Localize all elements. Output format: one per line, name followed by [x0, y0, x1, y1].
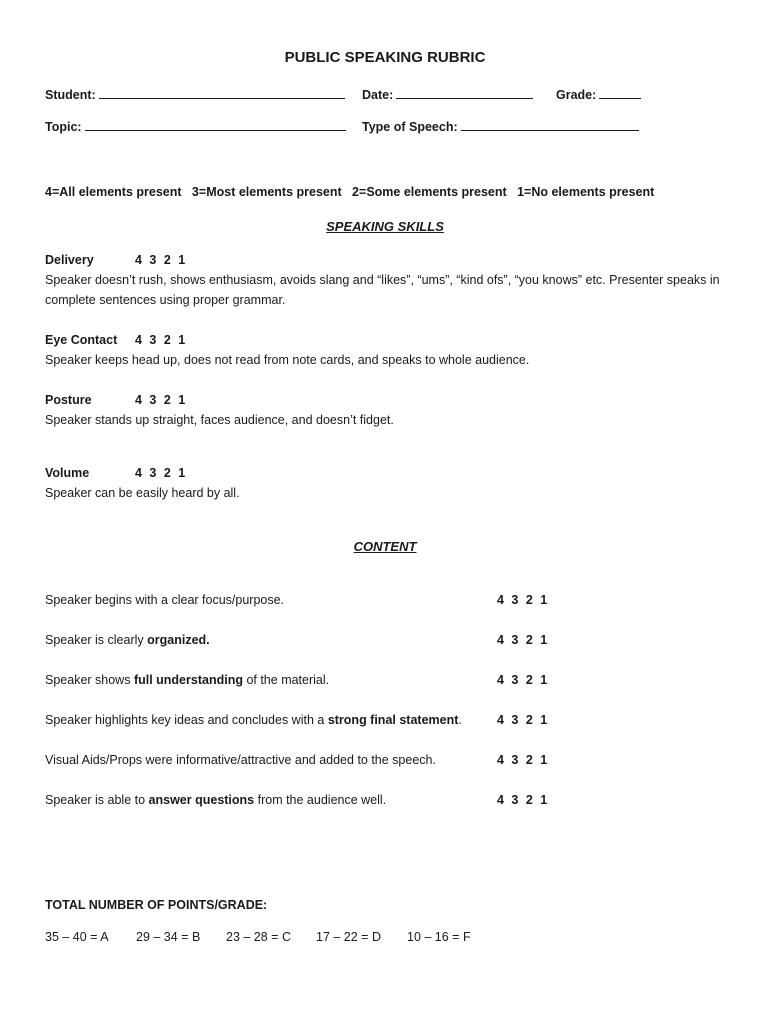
volume-score: 4 3 2 1: [135, 466, 188, 480]
delivery-score: 4 3 2 1: [135, 253, 188, 267]
grade-scale-c: 23 – 28 = C: [226, 930, 291, 944]
content-text: Visual Aids/Props were informative/attractive and added to the speech.: [45, 753, 436, 767]
page-title: PUBLIC SPEAKING RUBRIC: [284, 49, 486, 66]
eye-contact-description: Speaker keeps head up, does not read from note cards, and speaks to whole audience.: [45, 353, 530, 367]
scoring-scale: 4=All elements present 3=Most elements present 2=Some elements present 1=No elements present: [45, 185, 655, 199]
content-score: 4 3 2 1: [497, 673, 550, 687]
grade-label: Grade:: [556, 88, 597, 102]
student-field[interactable]: [45, 87, 345, 102]
date-label: Date:: [362, 88, 394, 102]
grade-field[interactable]: [556, 87, 641, 102]
speaking-skills-heading: SPEAKING SKILLS: [326, 219, 444, 234]
content-row-understanding: [45, 673, 505, 687]
content-row-visual-aids: [45, 753, 505, 767]
eye-contact-score: 4 3 2 1: [135, 333, 188, 347]
content-score: 4 3 2 1: [497, 753, 550, 767]
grade-line[interactable]: [599, 87, 641, 99]
student-label: Student:: [45, 88, 96, 102]
content-text: .: [458, 713, 462, 727]
grade-scale-a: 35 – 40 = A: [45, 930, 109, 944]
type-of-speech-label: Type of Speech:: [362, 120, 458, 134]
content-text: from the audience well.: [254, 793, 387, 807]
content-text: Speaker shows: [45, 673, 134, 687]
total-points-label: TOTAL NUMBER OF POINTS/GRADE:: [45, 898, 268, 912]
content-text-bold: organized.: [147, 633, 210, 647]
content-text: Speaker highlights key ideas and concludes with a: [45, 713, 328, 727]
content-score: 4 3 2 1: [497, 633, 550, 647]
type-of-speech-line[interactable]: [461, 119, 639, 131]
eye-contact-label: Eye Contact: [45, 333, 118, 347]
posture-label: Posture: [45, 393, 92, 407]
topic-field[interactable]: [45, 119, 346, 134]
grade-scale-f: 10 – 16 = F: [407, 930, 471, 944]
content-text-bold: full understanding: [133, 673, 243, 687]
content-text: Speaker begins with a clear focus/purpose.: [45, 593, 285, 607]
posture-description: Speaker stands up straight, faces audience, and doesn’t fidget.: [45, 413, 394, 427]
delivery-label: Delivery: [45, 253, 94, 267]
content-row-focus: [45, 593, 505, 607]
content-score: 4 3 2 1: [497, 593, 550, 607]
delivery-description: Speaker doesn’t rush, shows enthusiasm, avoids slang and “likes”, “ums”, “kind ofs”, “you knows” etc. Presenter speaks in complete sentences using proper grammar.: [45, 273, 720, 307]
grade-scale-b: 29 – 34 = B: [136, 930, 201, 944]
volume-description: Speaker can be easily heard by all.: [45, 486, 240, 500]
content-text: Speaker is able to: [45, 793, 149, 807]
content-text: of the material.: [242, 673, 330, 687]
content-text-bold: strong final statement: [327, 713, 459, 727]
type-of-speech-field[interactable]: [362, 119, 639, 134]
topic-label: Topic:: [45, 120, 82, 134]
volume-label: Volume: [45, 466, 90, 480]
date-field[interactable]: [362, 87, 533, 102]
posture-score: 4 3 2 1: [135, 393, 188, 407]
content-row-key-ideas: [45, 713, 505, 727]
content-score: 4 3 2 1: [497, 793, 550, 807]
content-row-organized: [45, 633, 505, 647]
content-score: 4 3 2 1: [497, 713, 550, 727]
date-line[interactable]: [396, 87, 533, 99]
grade-scale-d: 17 – 22 = D: [316, 930, 381, 944]
topic-line[interactable]: [85, 119, 346, 131]
content-heading: CONTENT: [353, 539, 417, 554]
content-text: Speaker is clearly: [45, 633, 148, 647]
content-row-questions: [45, 793, 505, 807]
content-text-bold: answer questions: [148, 793, 255, 807]
student-line[interactable]: [99, 87, 345, 99]
